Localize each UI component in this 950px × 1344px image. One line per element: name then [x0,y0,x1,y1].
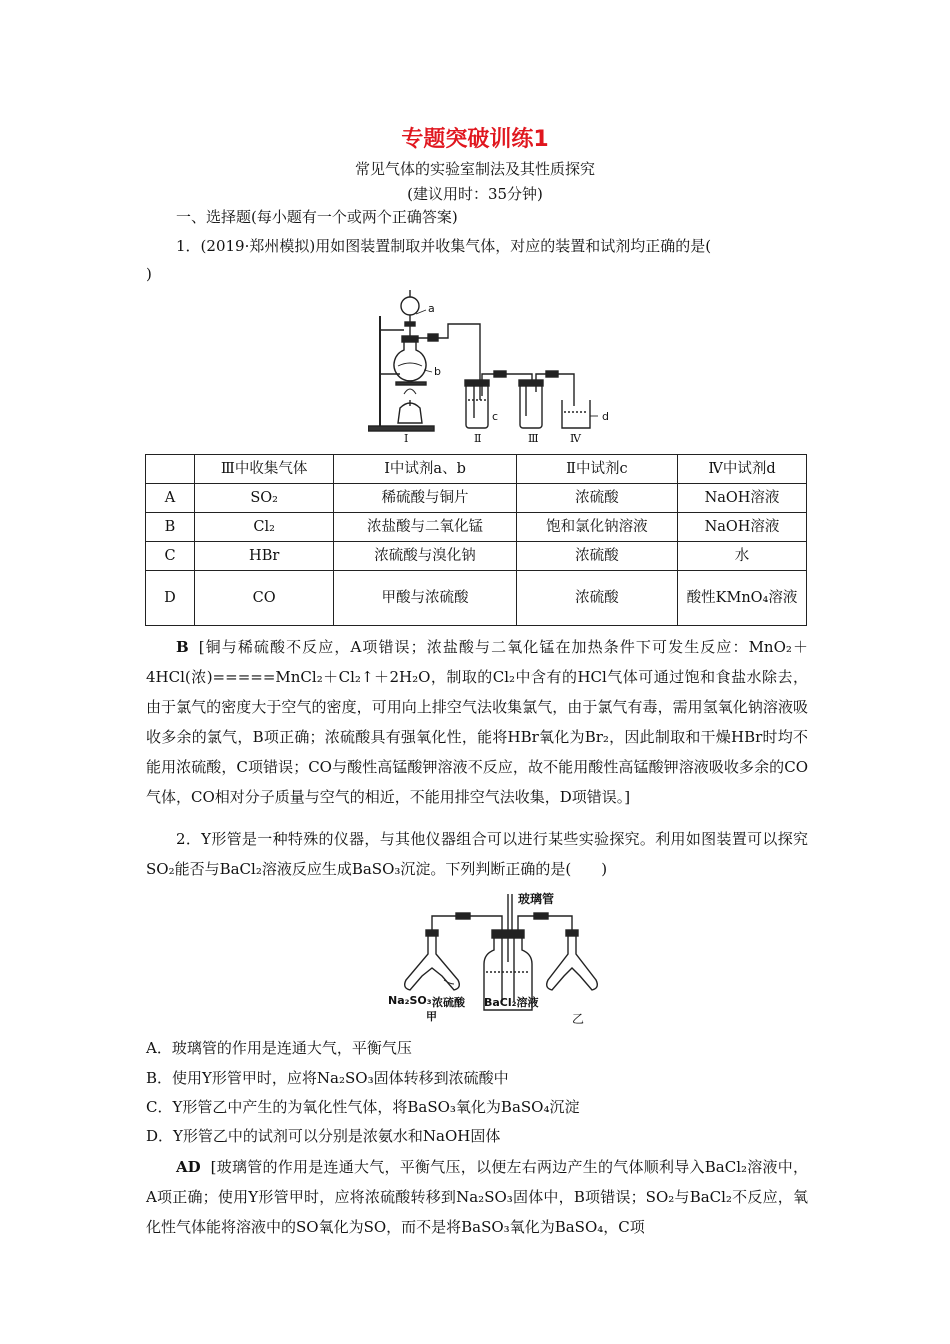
q1-label-I: Ⅰ [404,432,409,445]
q1-options-table [145,454,807,626]
suggested-time: (建议用时：35分钟) [407,185,543,203]
table-cell: 稀硫酸与铜片 [334,484,516,513]
table-row [146,542,807,571]
q2-option-d: D．Y形管乙中的试剂可以分别是浓氨水和NaOH固体 [146,1127,501,1145]
q2-explanation: [玻璃管的作用是连通大气，平衡气压，以便左右两边产生的气体顺利导入BaCl₂溶液中，A项正确；使用Y形管甲时，应将浓硫酸转移到Na₂SO₃固体中，B项错误；SO₂与BaCl₂不反应，氧化性气体能将溶液中的SO氧化为SO，而不是将BaSO₃氧化为BaSO₄，C项 [146,1158,808,1236]
table-cell: Cl₂ [195,513,334,542]
table-cell: 酸性KMnO₄溶液 [678,571,807,626]
table-cell: 甲酸与浓硫酸 [334,571,516,626]
table-cell: D [146,571,195,626]
q2-stem: 2．Y形管是一种特殊的仪器，与其他仪器组合可以进行某些实验探究。利用如图装置可以探究SO₂能否与BaCl₂溶液反应生成BaSO₃沉淀。下列判断正确的是( ) [146,830,808,878]
page-subtitle: 常见气体的实验室制法及其性质探究 [354,160,595,178]
q2-option-b: B．使用Y形管甲时，应将Na₂SO₃固体转移到浓硫酸中 [146,1069,509,1087]
table-header-cell: Ⅱ中试剂c [516,455,677,484]
table-cell: 饱和氯化钠溶液 [516,513,677,542]
q2-option-c: C．Y形管乙中产生的为氧化性气体，将BaSO₃氧化为BaSO₄沉淀 [146,1098,580,1116]
q2-label-yi: 乙 [572,1012,585,1026]
table-header-cell: Ⅰ中试剂a、b [334,455,516,484]
q1-explanation: [铜与稀硫酸不反应，A项错误；浓盐酸与二氧化锰在加热条件下可发生反应：MnO₂＋4HCl(浓)=====MnCl₂＋Cl₂↑＋2H₂O，制取的Cl₂中含有的HCl气体可通过饱和食盐水除去，由于氯气的密度大于空气的密度，可用向上排空气法收集氯气，由于氯气有毒，需用氢氧化钠溶液吸收多余的氯气，B项正确；浓硫酸具有强氧化性，能将HBr氧化为Br₂，因此制取和干燥HBr时均不能用浓硫酸，C项错误；CO与酸性高锰酸钾溶液不反应，故不能用酸性高锰酸钾溶液吸收多余的CO气体，CO相对分子质量与空气的相近，不能用排空气法收集，D项错误。] [146,638,808,806]
q2-label-bacl2: BaCl₂溶液 [484,996,539,1009]
q1-label-III: Ⅲ [528,432,539,445]
table-cell: 浓硫酸与溴化钠 [334,542,516,571]
q1-label-IV: Ⅳ [570,432,581,445]
q1-label-d: d [602,410,609,423]
table-cell: 浓硫酸 [516,484,677,513]
table-row [146,571,807,626]
table-cell: CO [195,571,334,626]
q2-label-glass-tube: 玻璃管 [518,892,555,906]
section-heading: 一、选择题(每小题有一个或两个正确答案) [176,208,458,226]
table-cell: NaOH溶液 [678,484,807,513]
q1-explanation-block [146,632,808,812]
table-cell: SO₂ [195,484,334,513]
q2-label-jia: 甲 [426,1010,437,1023]
q1-label-a: a [428,302,435,315]
q1-label-c: c [492,410,499,423]
q1-label-II: Ⅱ [474,432,482,445]
table-cell: 浓硫酸 [516,571,677,626]
table-header-cell: Ⅳ中试剂d [678,455,807,484]
table-cell: B [146,513,195,542]
table-cell: HBr [195,542,334,571]
table-header-cell [146,455,195,484]
table-header-row [146,455,807,484]
page-title: 专题突破训练1 [401,127,549,152]
q2-label-na2so3: Na₂SO₃ [388,994,432,1007]
table-row [146,484,807,513]
table-cell: 水 [678,542,807,571]
table-row [146,513,807,542]
table-header-cell: Ⅲ中收集气体 [195,455,334,484]
q1-answer: B [176,638,189,656]
q2-explanation-block [146,1152,808,1242]
table-cell: A [146,484,195,513]
q2-option-a: A．玻璃管的作用是连通大气，平衡气压 [146,1039,412,1057]
table-cell: 浓硫酸 [516,542,677,571]
q1-stem-line1: 1．(2019·郑州模拟)用如图装置制取并收集气体，对应的装置和试剂均正确的是( [176,237,712,255]
table-cell: NaOH溶液 [678,513,807,542]
q2-answer: AD [176,1158,201,1176]
table-cell: C [146,542,195,571]
q1-stem-line2: ) [146,265,152,283]
table-cell: 浓盐酸与二氧化锰 [334,513,516,542]
q1-apparatus-figure [368,288,618,448]
q2-label-conc-h2so4: 浓硫酸 [432,996,465,1009]
q1-label-b: b [434,365,441,378]
